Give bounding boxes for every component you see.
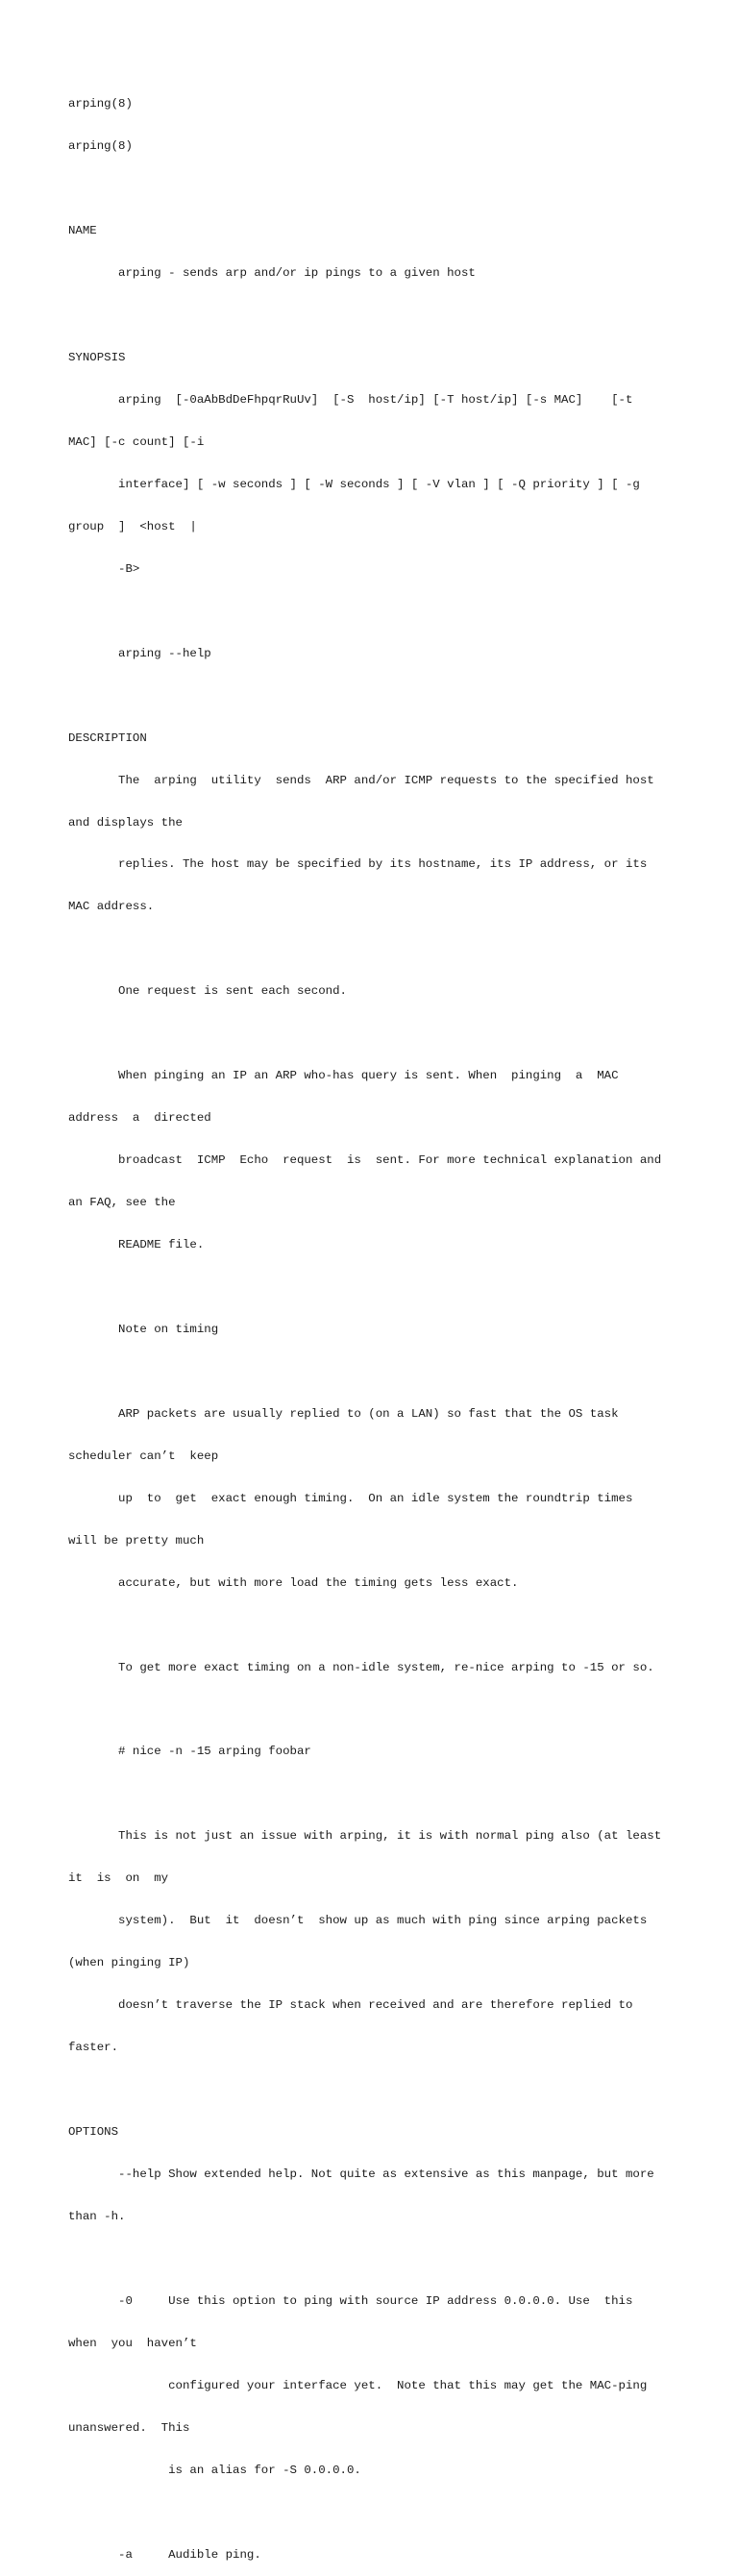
text-line: accurate, but with more load the timing gets less exact. <box>68 1575 519 1590</box>
code-line: # nice -n -15 arping foobar <box>68 1745 311 1759</box>
text-line: and displays the <box>68 815 183 830</box>
blank-line <box>68 1365 702 1379</box>
text-line: arping --help <box>68 646 211 660</box>
blank-line <box>68 942 702 956</box>
text-line: -0 Use this option to ping with source IP address 0.0.0.0. Use this <box>68 2293 633 2308</box>
blank-line <box>68 689 702 704</box>
text-line: scheduler can’t keep <box>68 1449 219 1463</box>
text-line: MAC address. <box>68 900 155 914</box>
text-line: up to get exact enough timing. On an idle system the roundtrip times <box>68 1491 633 1505</box>
text-line: Note on timing <box>68 1322 219 1336</box>
blank-line <box>68 182 702 196</box>
text-line: ARP packets are usually replied to (on a LAN) so fast that the OS task <box>68 1406 619 1421</box>
blank-line <box>68 1280 702 1295</box>
text-line: is an alias for -S 0.0.0.0. <box>68 2463 361 2477</box>
header-line: arping(8) <box>68 97 133 111</box>
text-line: faster. <box>68 2041 119 2055</box>
text-line: group ] <host | <box>68 519 197 533</box>
text-line: To get more exact timing on a non-idle system, re-nice arping to -15 or so. <box>68 1660 654 1674</box>
text-line: an FAQ, see the <box>68 1196 176 1210</box>
text-line: arping - sends arp and/or ip pings to a given host <box>68 266 476 281</box>
text-line: -B> <box>68 561 140 576</box>
section-heading-synopsis: SYNOPSIS <box>68 351 126 365</box>
text-line: When pinging an IP an ARP who-has query is sent. When pinging a MAC <box>68 1069 619 1083</box>
blank-line <box>68 2083 702 2097</box>
text-line: when you haven’t <box>68 2336 197 2350</box>
blank-line <box>68 1703 702 1718</box>
text-line: MAC] [-c count] [-i <box>68 434 205 449</box>
text-line: One request is sent each second. <box>68 984 347 999</box>
text-line: (when pinging IP) <box>68 1956 190 1970</box>
blank-line <box>68 2252 702 2266</box>
text-line: interface] [ -w seconds ] [ -W seconds ] [ -V vlan ] [ -Q priority ] [ -g <box>68 477 640 491</box>
section-heading-options: OPTIONS <box>68 2125 119 2140</box>
text-line: system). But it doesn’t show up as much with ping since arping packets <box>68 1914 648 1928</box>
blank-line <box>68 1619 702 1633</box>
header-line: arping(8) <box>68 139 133 154</box>
text-line: than -h. <box>68 2209 126 2223</box>
blank-line <box>68 309 702 323</box>
section-heading-description: DESCRIPTION <box>68 731 147 745</box>
blank-line <box>68 1787 702 1801</box>
section-heading-name: NAME <box>68 224 97 238</box>
text-line: doesn’t traverse the IP stack when received and are therefore replied to <box>68 1998 633 2013</box>
text-line: README file. <box>68 1238 205 1252</box>
text-line: This is not just an issue with arping, it is with normal ping also (at least <box>68 1829 662 1844</box>
blank-line <box>68 605 702 619</box>
text-line: broadcast ICMP Echo request is sent. For more technical explanation and <box>68 1153 662 1168</box>
text-line: The arping utility sends ARP and/or ICMP requests to the specified host <box>68 773 654 787</box>
text-line: configured your interface yet. Note that this may get the MAC-ping <box>68 2378 648 2392</box>
text-line: -a Audible ping. <box>68 2547 261 2562</box>
blank-line <box>68 2506 702 2520</box>
text-line: --help Show extended help. Not quite as extensive as this manpage, but more <box>68 2167 654 2182</box>
text-line: arping [-0aAbBdDeFhpqrRuUv] [-S host/ip] [-T host/ip] [-s MAC] [-t <box>68 392 633 407</box>
blank-line <box>68 1027 702 1041</box>
text-line: replies. The host may be specified by its hostname, its IP address, or its <box>68 857 648 872</box>
man-page-text <box>68 69 702 2576</box>
text-line: address a directed <box>68 1111 211 1126</box>
text-line: it is on my <box>68 1871 169 1886</box>
text-line: will be pretty much <box>68 1533 205 1548</box>
text-line: unanswered. This <box>68 2420 190 2435</box>
